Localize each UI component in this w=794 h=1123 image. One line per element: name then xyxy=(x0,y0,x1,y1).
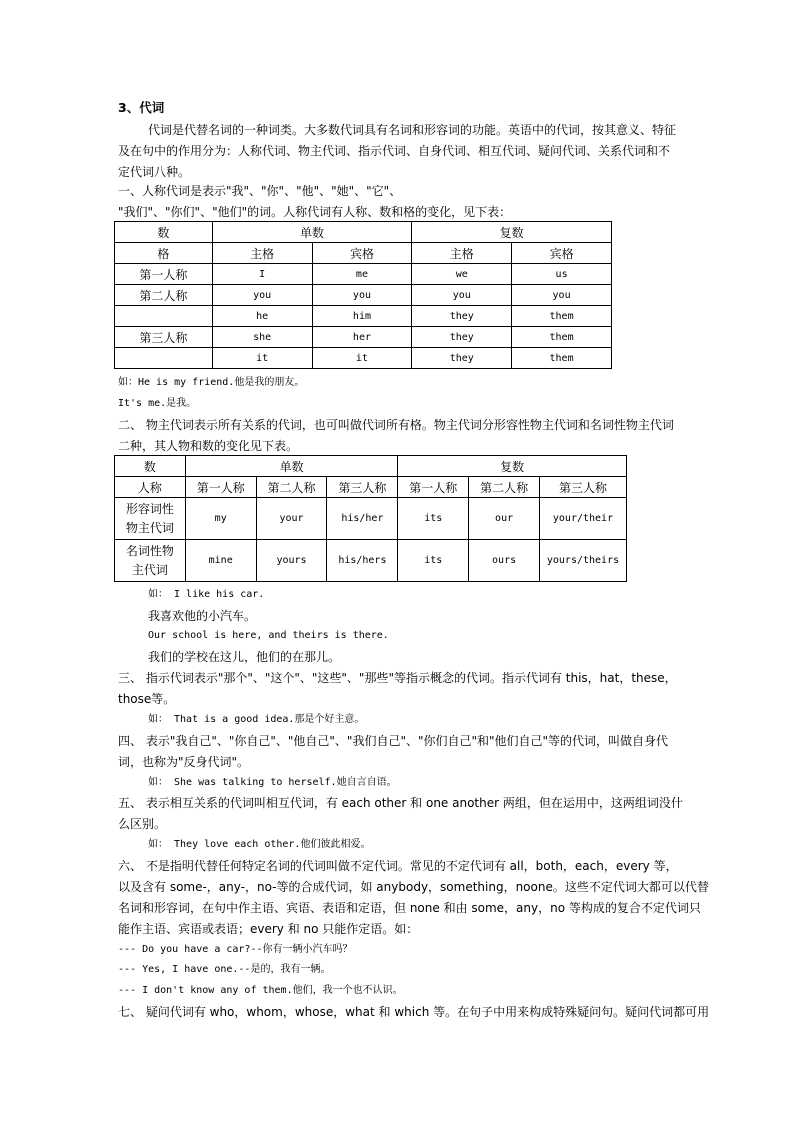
header-singular: 单数 xyxy=(185,456,398,477)
row-label: 第二人称 xyxy=(115,285,213,306)
table-cell: yours/theirs xyxy=(540,540,627,582)
header-nominative: 主格 xyxy=(212,243,312,264)
row-label-line: 物主代词 xyxy=(125,520,174,535)
section-heading: 3、代词 xyxy=(118,100,165,115)
table-cell: he xyxy=(212,306,312,327)
table-cell: they xyxy=(412,327,512,348)
possessive-example-1: 如： I like his car. xyxy=(148,589,265,600)
header-objective: 宾格 xyxy=(512,243,612,264)
table-cell: you xyxy=(512,285,612,306)
table-row xyxy=(115,285,612,306)
header-person-cell: 第一人称 xyxy=(185,477,256,498)
personal-intro-1: 一、人称代词是表示"我"、"你"、"他"、"她"、"它"、 xyxy=(118,184,402,198)
table-row xyxy=(115,498,627,540)
reciprocal-example: 如： They love each other.他们彼此相爱。 xyxy=(148,839,371,850)
header-person-cell: 第一人称 xyxy=(398,477,469,498)
intro-line-1: 代词是代替名词的一种词类。大多数代词具有名词和形容词的功能。英语中的代词，按其意义、特征 xyxy=(148,123,677,137)
table-row xyxy=(115,540,627,582)
header-plural: 复数 xyxy=(412,222,612,243)
row-label-line: 主代词 xyxy=(131,562,168,577)
row-label xyxy=(115,540,186,582)
table-cell: you xyxy=(412,285,512,306)
row-label xyxy=(115,498,186,540)
table-cell: they xyxy=(412,306,512,327)
header-person: 人称 xyxy=(115,477,186,498)
reciprocal-line-1: 五、 表示相互关系的代词叫相互代词，有 each other 和 one another 两组，但在运用中，这两组词没什 xyxy=(118,796,683,810)
table-cell: you xyxy=(312,285,412,306)
header-plural: 复数 xyxy=(398,456,627,477)
possessive-intro-2: 二种，其人物和数的变化见下表。 xyxy=(118,439,299,453)
intro-line-3: 定代词八种。 xyxy=(118,165,191,179)
table-cell: his/her xyxy=(327,498,398,540)
personal-pronoun-table xyxy=(114,221,612,369)
reflexive-line-2: 词，也称为"反身代词"。 xyxy=(118,755,250,769)
row-label-line: 形容词性 xyxy=(125,501,174,516)
table-cell: us xyxy=(512,264,612,285)
table-cell: I xyxy=(212,264,312,285)
header-person-cell: 第三人称 xyxy=(327,477,398,498)
table-cell: them xyxy=(512,306,612,327)
dialogue-line-1: --- Do you have a car?--你有一辆小汽车吗？ xyxy=(118,944,353,955)
table-cell: them xyxy=(512,327,612,348)
header-case: 格 xyxy=(115,243,213,264)
reciprocal-line-2: 么区别。 xyxy=(118,817,167,831)
table-cell: him xyxy=(312,306,412,327)
possessive-example-2: 我喜欢他的小汽车。 xyxy=(148,609,257,623)
personal-example-1: 如：He is my friend.他是我的朋友。 xyxy=(118,377,305,388)
table-cell: your/their xyxy=(540,498,627,540)
header-number: 数 xyxy=(115,456,186,477)
dialogue-line-2: --- Yes, I have one.--是的，我有一辆。 xyxy=(118,964,331,975)
table-cell: it xyxy=(212,348,312,369)
table-cell: ours xyxy=(469,540,540,582)
indefinite-line-2: 以及含有 some-，any-，no-等的合成代词，如 anybody，something，noone。这些不定代词大都可以代替 xyxy=(118,880,709,894)
table-cell: her xyxy=(312,327,412,348)
table-cell: me xyxy=(312,264,412,285)
demonstrative-line-2: those等。 xyxy=(118,692,176,706)
table-cell: our xyxy=(469,498,540,540)
table-cell: yours xyxy=(256,540,327,582)
indefinite-line-4: 能作主语、宾语或表语；every 和 no 只能作定语。如： xyxy=(118,922,419,936)
row-label xyxy=(115,348,213,369)
table-row xyxy=(115,264,612,285)
row-label: 第一人称 xyxy=(115,264,213,285)
personal-intro-2: "我们"、"你们"、"他们"的词。人称代词有人称、数和格的变化，见下表： xyxy=(118,205,512,219)
table-row xyxy=(115,348,612,369)
possessive-example-3: Our school is here, and theirs is there. xyxy=(148,630,389,641)
table-cell: them xyxy=(512,348,612,369)
possessive-pronoun-table xyxy=(114,455,627,582)
interrogative-line-1: 七、 疑问代词有 who，whom，whose，what 和 which 等。在句子中用来构成特殊疑问句。疑问代词都可用 xyxy=(118,1005,710,1019)
table-cell: your xyxy=(256,498,327,540)
header-person-cell: 第二人称 xyxy=(256,477,327,498)
table-row xyxy=(115,327,612,348)
indefinite-line-3: 名词和形容词，在句中作主语、宾语、表语和定语，但 none 和由 some，any，no 等构成的复合不定代词只 xyxy=(118,901,701,915)
table-cell: she xyxy=(212,327,312,348)
table-cell: we xyxy=(412,264,512,285)
possessive-example-4: 我们的学校在这儿，他们的在那儿。 xyxy=(148,650,341,664)
row-label-line: 名词性物 xyxy=(125,543,174,558)
demonstrative-line-1: 三、 指示代词表示"那个"、"这个"、"这些"、"那些"等指示概念的代词。指示代词有 this，hat，these， xyxy=(118,671,677,685)
table-cell: they xyxy=(412,348,512,369)
personal-example-2: It's me.是我。 xyxy=(118,398,197,409)
header-person-cell: 第三人称 xyxy=(540,477,627,498)
header-objective: 宾格 xyxy=(312,243,412,264)
possessive-intro-1: 二、 物主代词表示所有关系的代词，也可叫做代词所有格。物主代词分形容性物主代词和名词性物主代词 xyxy=(118,418,674,432)
demonstrative-example: 如： That is a good idea.那是个好主意。 xyxy=(148,714,365,725)
table-cell: his/hers xyxy=(327,540,398,582)
header-number: 数 xyxy=(115,222,213,243)
reflexive-line-1: 四、 表示"我自己"、"你自己"、"他自己"、"我们自己"、"你们自己"和"他们自己"等的代词，叫做自身代 xyxy=(118,734,669,748)
row-label: 第三人称 xyxy=(115,327,213,348)
row-label xyxy=(115,306,213,327)
dialogue-line-3: --- I don't know any of them.他们，我一个也不认识。 xyxy=(118,985,403,996)
table-row xyxy=(115,306,612,327)
header-singular: 单数 xyxy=(212,222,412,243)
table-cell: its xyxy=(398,540,469,582)
table-cell: its xyxy=(398,498,469,540)
header-person-cell: 第二人称 xyxy=(469,477,540,498)
table-cell: you xyxy=(212,285,312,306)
intro-line-2: 及在句中的作用分为：人称代词、物主代词、指示代词、自身代词、相互代词、疑问代词、关系代词和不 xyxy=(118,144,671,158)
indefinite-line-1: 六、 不是指明代替任何特定名词的代词叫做不定代词。常见的不定代词有 all，both，each，every 等， xyxy=(118,859,678,873)
table-cell: it xyxy=(312,348,412,369)
table-cell: my xyxy=(185,498,256,540)
reflexive-example: 如： She was talking to herself.她自言自语。 xyxy=(148,777,397,788)
table-cell: mine xyxy=(185,540,256,582)
header-nominative: 主格 xyxy=(412,243,512,264)
